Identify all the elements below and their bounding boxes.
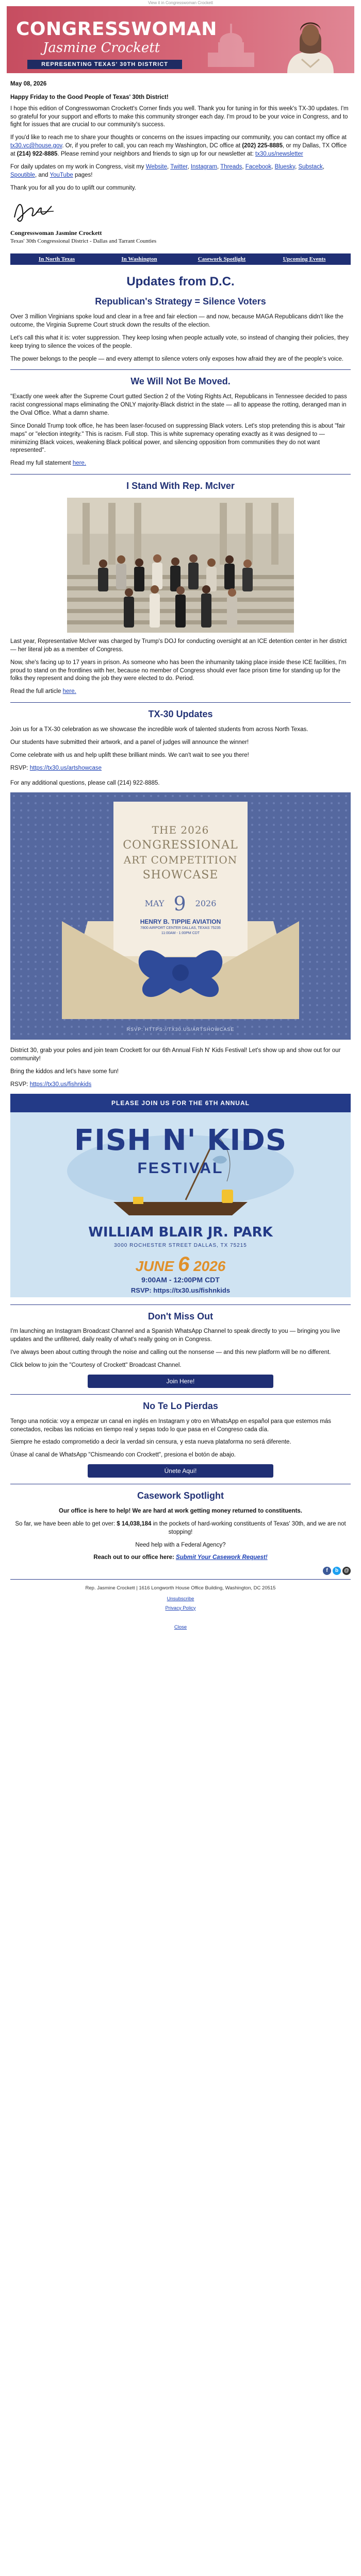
flyer-year: 2026 <box>195 899 217 909</box>
portrait-photo <box>277 10 344 73</box>
fish-invite: PLEASE JOIN US FOR THE 6TH ANNUAL <box>111 1099 250 1107</box>
threads-icon[interactable]: @ <box>342 1567 351 1575</box>
divider <box>10 1394 351 1395</box>
nav-casework-spotlight[interactable]: Casework Spotlight <box>198 256 246 262</box>
link-facebook[interactable]: Facebook <box>245 163 272 170</box>
fish-date-month: JUNE <box>135 1258 178 1274</box>
es-p1: Tengo una noticia: voy a empezar un canal en inglés en Instagram y otro en WhatsApp en español para que estemos más conectados, recibas las noticias en tiempo real y sepas todo lo que pasa en el Congreso cada día. <box>10 1418 332 1433</box>
group-photo-capitol-steps <box>67 498 294 633</box>
casework-intro: Our office is here to help! We are hard at work getting money returned to constituents. <box>59 1508 302 1515</box>
casework-p4 <box>10 1554 351 1562</box>
casework-reach-text: Reach out to our office here: <box>93 1554 176 1561</box>
signature-district: Texas' 30th Congressional District - Dallas and Tarrant Counties <box>10 238 157 244</box>
mciver-p3 <box>10 688 351 696</box>
casework-text-2: in the pockets of hard-working constituents of Texas' 30th, and we are not stopping! <box>151 1520 346 1535</box>
nav-upcoming-events[interactable]: Upcoming Events <box>283 256 326 262</box>
statement-link[interactable]: here. <box>72 460 87 467</box>
banner-title: CONGRESSWOMAN <box>16 19 217 40</box>
miss-heading: Don't Miss Out <box>147 1311 214 1321</box>
es-heading: No Te Lo Pierdas <box>143 1400 218 1411</box>
es-p2: Siempre he estado comprometido a decir la verdad sin censura, y esta nueva plataforma no será diferente. <box>10 1439 291 1446</box>
link-twitter[interactable]: Twitter <box>170 163 188 170</box>
dc-heading: Updates from D.C. <box>126 275 235 289</box>
tx30-heading: TX-30 Updates <box>148 709 213 720</box>
casework-p1 <box>10 1507 351 1516</box>
section-title-not-be-moved: We Will Not Be Moved. <box>130 376 231 387</box>
divider <box>10 1304 351 1305</box>
fish-date-day: 6 <box>178 1252 190 1276</box>
join-whatsapp-button[interactable]: Únete Aquí! <box>88 1464 273 1478</box>
link-instagram[interactable]: Instagram <box>190 163 217 170</box>
art-p3: Come celebrate with us and help uplift these brilliant minds. We can't wait to see you there! <box>10 752 249 758</box>
divider <box>10 702 351 703</box>
miss-p1: I'm launching an Instagram Broadcast Channel and a Spanish WhatsApp Channel to speak directly to you — bringing you live updates and the unfiltered, daily reality of what's really going on in Congress. <box>10 1328 340 1343</box>
divider <box>10 369 351 370</box>
rsvp-label: RSVP: <box>10 765 30 771</box>
link-youtube[interactable]: YouTube <box>50 172 73 178</box>
article-link[interactable]: here. <box>62 688 76 695</box>
fish-address: 3000 ROCHESTER STREET DALLAS, TX 75215 <box>114 1242 247 1248</box>
link-website[interactable]: Website <box>145 163 168 170</box>
signature-name: Congresswoman Jasmine Crockett <box>10 229 102 237</box>
mciver-p2: Now, she's facing up to 17 years in prison. As someone who has been the inhumanity taking place inside these ICE facilities, I'm proud to stand on the frontlines with her, because no member of Congress should ever face prison time for standing up for the folks they represent and doing the job they were elected to do. Period. <box>10 659 347 682</box>
tx-phone: (214) 922-8885 <box>17 151 58 158</box>
banner-subtitle: REPRESENTING TEXAS' 30TH DISTRICT <box>27 60 182 69</box>
flyer-month: MAY <box>144 899 165 909</box>
fish-title: FISH N' KIDS <box>74 1123 287 1157</box>
greeting: Happy Friday to the Good People of Texas' 30th District! <box>10 94 169 100</box>
fish-park: WILLIAM BLAIR JR. PARK <box>88 1224 273 1240</box>
link-bluesky[interactable]: Bluesky <box>274 163 296 170</box>
footer <box>0 1585 361 1630</box>
flyer-day: 9 <box>173 892 186 916</box>
nav-in-north-texas[interactable]: In North Texas <box>38 256 75 262</box>
casework-heading: Casework Spotlight <box>137 1490 224 1501</box>
flyer-line-2: CONGRESSIONAL <box>123 838 238 852</box>
dc-phone: (202) 225-8885 <box>242 143 283 149</box>
fish-flyer-rsvp: RSVP: https://tx30.us/fishnkids <box>130 1286 231 1294</box>
social-text: For daily updates on my work in Congress, visit my <box>10 163 146 170</box>
art-rsvp-link[interactable]: https://tx30.us/artshowcase <box>29 765 102 771</box>
social-paragraph: For daily updates on my work in Congress, visit my Website, Twitter, Instagram, Threads, Facebook, Bluesky, Substack, Spoutible, and YouTube pages! <box>10 163 324 178</box>
miss-p3: Click below to join the "Courtesy of Crockett" Broadcast Channel. <box>10 1362 182 1369</box>
bluesky-icon[interactable]: b <box>333 1567 341 1575</box>
es-p3: Únase al canal de WhatsApp "Chismeando con Crockett", presiona el botón de abajo. <box>10 1452 236 1459</box>
flyer-headline <box>113 823 248 936</box>
casework-amount: $ 14,038,184 <box>117 1520 152 1527</box>
social-icons <box>10 1567 351 1575</box>
silence-voters-p3: The power belongs to the people — and every attempt to silence voters only exposes how afraid they are of the people's voice. <box>10 355 343 362</box>
thanks-paragraph: Thank you for all you do to uplift our community. <box>10 184 136 191</box>
art-p1: Join us for a TX-30 celebration as we showcase the incredible work of talented students from across North Texas. <box>10 726 308 733</box>
fish-rsvp <box>10 1081 351 1089</box>
casework-p2 <box>10 1520 351 1537</box>
statement-text: Read my full statement <box>10 460 73 467</box>
art-showcase-flyer <box>10 792 351 1040</box>
miss-p2: I've always been about cutting through the noise and calling out the nonsense — and this new platform will be no different. <box>10 1349 331 1356</box>
art-rsvp <box>10 765 351 773</box>
section-nav <box>10 253 351 265</box>
casework-request-link[interactable]: Submit Your Casework Request! <box>176 1554 268 1561</box>
flyer-date <box>113 890 248 917</box>
link-threads[interactable]: Threads <box>220 163 242 170</box>
facebook-icon[interactable]: f <box>323 1567 331 1575</box>
contact-text-1: If you'd like to reach me to share your thoughts or concerns on the issues impacting our community, you can contact my office at <box>10 134 347 141</box>
flyer-rsvp: RSVP: HTTPS://TX30.US/ARTSHOWCASE <box>126 1027 235 1032</box>
art-questions: For any additional questions, please call (214) 922-8885. <box>10 780 160 787</box>
fish-p1: District 30, grab your poles and join team Crockett for our 6th Annual Fish N' Kids Festival! Let's show up and show out for our community! <box>10 1047 341 1062</box>
handwritten-signature <box>10 197 57 227</box>
flyer-address: 7800 AIRPORT CENTER DALLAS, TEXAS 75235 <box>140 926 221 930</box>
link-substack[interactable]: Substack <box>298 163 323 170</box>
view-in-browser-note[interactable]: View it in Congresswoman Crockett <box>147 1 214 5</box>
link-spoutible[interactable]: Spoutible <box>10 172 35 178</box>
contact-text-4: . Please remind your neighbors and friends to sign up for our newsletter at: <box>57 151 255 158</box>
divider <box>10 1579 351 1580</box>
close-link[interactable]: Close <box>174 1624 187 1630</box>
signature-image <box>10 197 351 227</box>
not-be-moved-p3 <box>10 460 351 468</box>
newsletter-date: May 08, 2026 <box>10 81 47 87</box>
fish-time: 9:00AM - 12:00PM CDT <box>141 1275 220 1284</box>
casework-p3: Need help with a Federal Agency? <box>135 1541 226 1548</box>
flyer-line-4: SHOWCASE <box>142 868 219 882</box>
casework-text-1: So far, we have been able to get over: <box>15 1520 117 1527</box>
footer-address: Rep. Jasmine Crockett | 1616 Longworth House Office Building, Washington, DC 20515 <box>85 1585 276 1591</box>
not-be-moved-p2: Since Donald Trump took office, he has been laser-focused on suppressing Black voters. Let's stop pretending this is about "fair maps" or "election integrity." This is racism. Full stop. This is white supremacy operating exactly as it was designed to — minimizing Black voices, weakening Black political power, and silencing opposition from communities they do not want represented". <box>10 422 346 454</box>
section-title-silence-voters: Republican's Strategy = Silence Voters <box>95 296 266 307</box>
office-email-link[interactable]: tx30.vc@house.gov <box>10 143 62 149</box>
silence-voters-p1: Over 3 million Virginians spoke loud and clear in a free and fair election — and now, because MAGA Republicans didn't like the outcome, the Virginia Supreme Court struck down the results of the election. <box>10 314 343 328</box>
unsubscribe-link[interactable]: Unsubscribe <box>167 1596 194 1602</box>
nav-in-washington[interactable]: In Washington <box>121 256 157 262</box>
flyer-line-1: THE 2026 <box>152 824 209 837</box>
flyer-time: 11:00AM - 1:00PM CDT <box>161 931 200 935</box>
contact-text-2: . Or, if you prefer to call, you can reach my Washington, DC office at <box>62 143 242 149</box>
intro-paragraph: I hope this edition of Congresswoman Crockett's Corner finds you well. Thank you for tuning in for this week's TX-30 updates. I'm so grateful for your support and efforts to make this community stronger each day. I'm proud to be your voice in Congress, and to fight for issues that are crucial to our community's success. <box>10 105 349 128</box>
art-p2: Our students have submitted their artwork, and a panel of judges will announce the winner! <box>10 739 249 745</box>
newsletter-banner <box>7 6 354 73</box>
banner-script-name: Jasmine Crockett <box>43 40 160 56</box>
social-text-end: pages! <box>73 172 93 178</box>
fish-rsvp-link[interactable]: https://tx30.us/fishnkids <box>29 1081 92 1088</box>
not-be-moved-p1: "Exactly one week after the Supreme Court gutted Section 2 of the Voting Rights Act, Republicans in Tennessee decided to pass racist congressional maps eliminating the ONLY majority-Black district in the state — all to appease the rotting, deranged man in the Oval Office. What a damn shame. <box>10 394 347 416</box>
fish-date-year: 2026 <box>189 1258 226 1274</box>
flyer-line-3: ART COMPETITION <box>123 854 238 867</box>
fish-subtitle: FESTIVAL <box>137 1159 224 1177</box>
privacy-policy-link[interactable]: Privacy Policy <box>165 1605 196 1611</box>
newsletter-signup-link[interactable]: tx30.us/newsletter <box>255 151 303 158</box>
fish-p2: Bring the kiddos and let's have some fun! <box>10 1068 119 1075</box>
fish-n-kids-flyer <box>10 1094 351 1297</box>
rsvp-label: RSVP: <box>10 1081 30 1088</box>
section-title-mciver: I Stand With Rep. McIver <box>126 481 235 492</box>
flyer-venue: HENRY B. TIPPIE AVIATION <box>140 918 221 925</box>
contact-paragraph <box>10 134 351 159</box>
mciver-p1: Last year, Representative McIver was charged by Trump's DOJ for conducting oversight at an ICE detention center in her district — her literal job as a member of Congress. <box>10 638 347 653</box>
contact-text-3: , or my Dallas, TX Office at <box>10 143 347 158</box>
silence-voters-p2: Let's call this what it is: voter suppression. They keep losing when people actually vote, so instead of changing their policies, they keep trying to silence the voices of the people. <box>10 334 349 349</box>
join-broadcast-button[interactable]: Join Here! <box>88 1375 273 1388</box>
fish-date <box>10 1250 351 1279</box>
article-text: Read the full article <box>10 688 63 695</box>
